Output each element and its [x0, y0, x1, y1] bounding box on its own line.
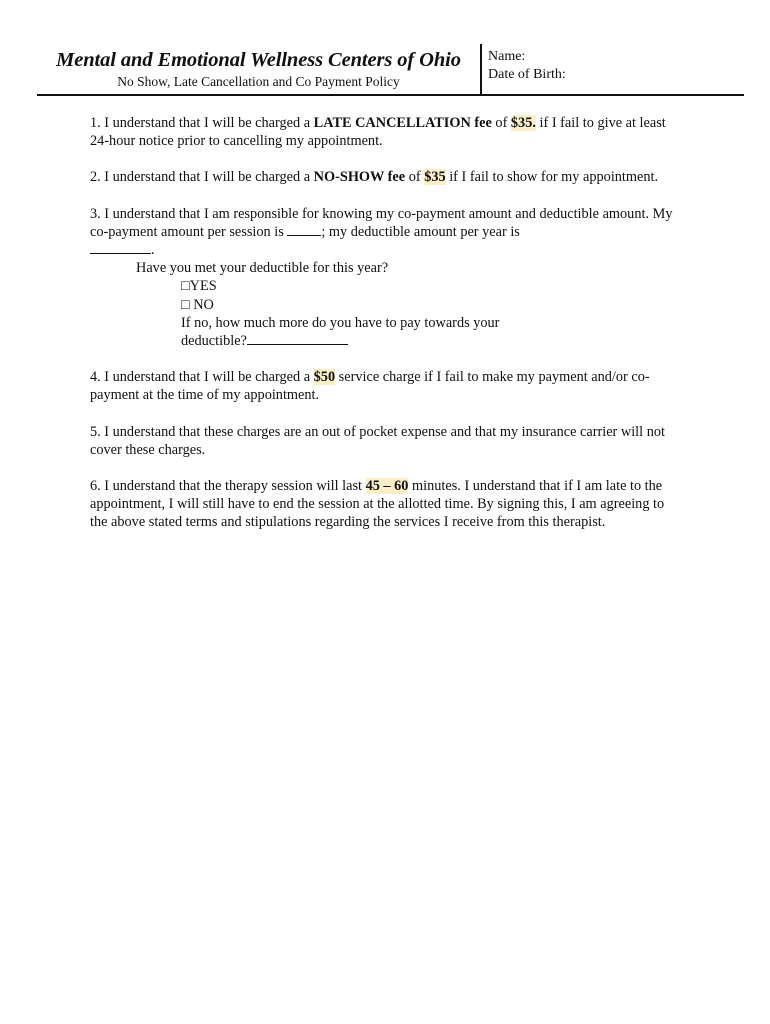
item-text: 3. I understand that I am responsible for knowing my co-payment amount and deductible amount. My co-payment amount per session is — [90, 205, 673, 240]
late-cancellation-term: LATE CANCELLATION fee — [313, 115, 492, 131]
service-charge-amount: $50 — [313, 369, 336, 386]
item-text: . — [151, 242, 155, 259]
item-text: of — [405, 169, 425, 186]
item-text: If no, how much more do you have to pay towards your — [181, 314, 500, 331]
header-title-block — [37, 44, 482, 94]
dob-label: Date of Birth: — [488, 67, 566, 82]
deductible-question: Have you met your deductible for this year? — [136, 260, 389, 277]
no-show-term: NO-SHOW fee — [313, 169, 406, 186]
policy-item-late-cancellation — [90, 114, 680, 150]
remaining-deductible-question — [90, 314, 680, 350]
no-checkbox[interactable]: □ NO — [181, 296, 214, 313]
patient-info-block — [488, 48, 566, 84]
late-cancellation-amount: $35. — [510, 115, 536, 131]
policy-item-service-charge — [90, 368, 680, 404]
policy-item-out-of-pocket: 5. I understand that these charges are an out of pocket expense and that my insurance carrier will not cover these charges. — [90, 423, 665, 458]
policy-title: No Show, Late Cancellation and Co Payment Policy — [117, 74, 400, 89]
copayment-blank[interactable] — [287, 223, 321, 236]
item-text: 6. I understand that the therapy session will last — [90, 478, 366, 495]
item-text: 2. I understand that I will be charged a — [90, 169, 314, 186]
policy-item-copayment — [90, 205, 680, 351]
deductible-blank[interactable] — [90, 241, 151, 254]
item-text: if I fail to give at least 24-hour notice prior to cancelling my appointment. — [90, 115, 666, 150]
name-label: Name: — [488, 49, 526, 64]
policy-body — [90, 114, 680, 550]
item-text: if I fail to show for my appointment. — [445, 169, 659, 186]
document-header — [37, 44, 744, 96]
session-duration: 45 – 60 — [365, 478, 409, 495]
organization-name: Mental and Emotional Wellness Centers of Ohio — [56, 49, 461, 71]
yes-checkbox[interactable]: □YES — [181, 278, 217, 295]
policy-item-no-show — [90, 168, 680, 186]
item-text: minutes. I understand that if I am late to the appointment, I will still have to end the session at the allotted time. By signing this, I am agreeing to the above stated terms and stipulations regarding the services I receive from this therapist. — [90, 478, 665, 531]
item-text: 4. I understand that I will be charged a — [90, 369, 314, 386]
item-text: of — [491, 115, 511, 131]
item-text: ; my deductible amount per year is — [321, 223, 520, 240]
no-show-amount: $35 — [424, 169, 446, 186]
item-text: 1. I understand that I will be charged a — [90, 115, 314, 131]
copayment-statement — [90, 205, 680, 260]
item-text: service charge if I fail to make my payment and/or co-payment at the time of my appointment. — [90, 369, 650, 404]
policy-item-session-length — [90, 477, 680, 532]
item-text: deductible? — [181, 333, 247, 350]
remaining-deductible-blank[interactable] — [247, 332, 348, 345]
